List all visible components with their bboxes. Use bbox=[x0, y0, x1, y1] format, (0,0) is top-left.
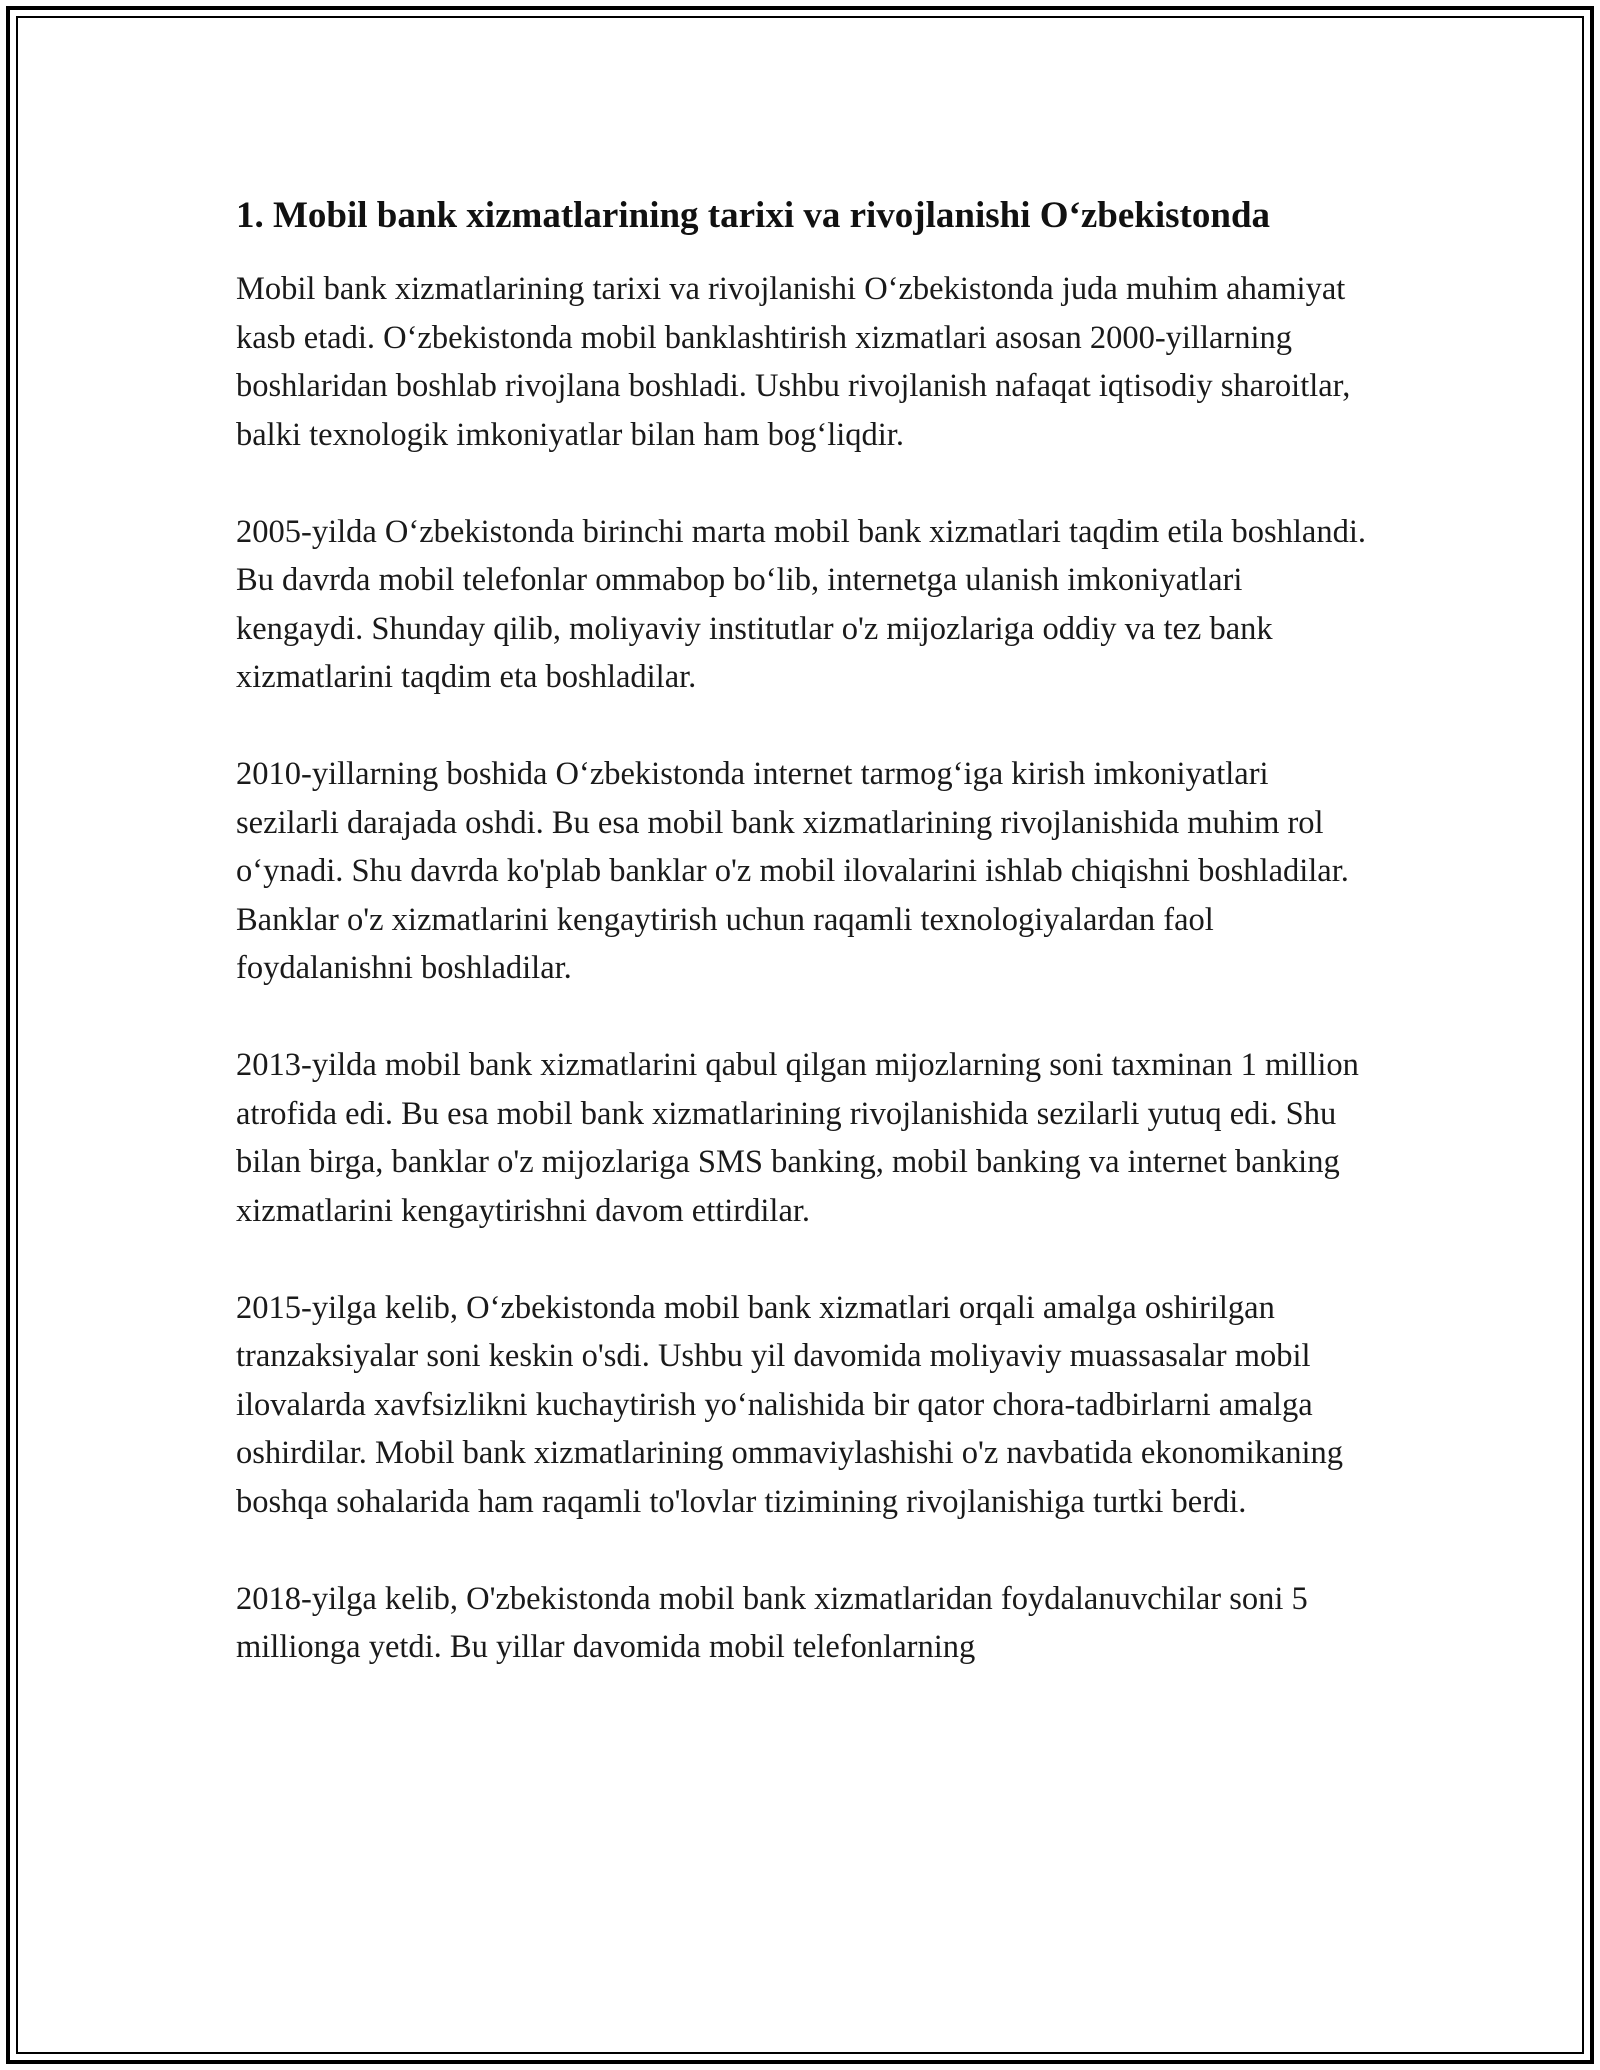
section-heading: 1. Mobil bank xizmatlarining tarixi va rivojlanishi O‘zbekistonda bbox=[236, 195, 1271, 236]
document-body bbox=[236, 188, 1366, 1672]
paragraph-intro: Mobil bank xizmatlarining tarixi va rivojlanishi O‘zbekistonda juda muhim ahamiyat kasb etadi. O‘zbekistonda mobil banklashtirish xizmatlari asosan 2000-yillarning boshlaridan boshlab rivojlana boshladi. Ushbu rivojlanish nafaqat iqtisodiy sharoitlar, balki texnologik imkoniyatlar bilan ham bog‘liqdir. bbox=[236, 271, 1351, 453]
paragraph-2015: 2015-yilga kelib, O‘zbekistonda mobil bank xizmatlari orqali amalga oshirilgan tranzaksiyalar soni keskin o'sdi. Ushbu yil davomida moliyaviy muassasalar mobil ilovalarda xavfsizlikni kuchaytirish yo‘nalishida bir qator chora-tadbirlarni amalga oshirdilar. Mobil bank xizmatlarining ommaviylashishi o'z navbatida ekonomikaning boshqa sohalarida ham raqamli to'lovlar tizimining rivojlanishiga turtki berdi. bbox=[236, 1289, 1344, 1520]
paragraph-2013: 2013-yilda mobil bank xizmatlarini qabul qilgan mijozlarning soni taxminan 1 million atrofida edi. Bu esa mobil bank xizmatlarining rivojlanishida sezilarli yutuq edi. Shu bilan birga, banklar o'z mijozlariga SMS banking, mobil banking va internet banking xizmatlarini kengaytirishni davom ettirdilar. bbox=[236, 1047, 1359, 1229]
paragraph-2010: 2010-yillarning boshida O‘zbekistonda internet tarmog‘iga kirish imkoniyatlari sezilarli darajada oshdi. Bu esa mobil bank xizmatlarining rivojlanishida muhim rol o‘ynadi. Shu davrda ko'plab banklar o'z mobil ilovalarini ishlab chiqishni boshladilar. Banklar o'z xizmatlarini kengaytirish uchun raqamli texnologiyalardan faol foydalanishni boshladilar. bbox=[236, 756, 1349, 986]
paragraph-2018: 2018-yilga kelib, O'zbekistonda mobil bank xizmatlaridan foydalanuvchilar soni 5 millionga yetdi. Bu yillar davomida mobil telefonlarning bbox=[236, 1580, 1308, 1665]
paragraph-2005: 2005-yilda O‘zbekistonda birinchi marta mobil bank xizmatlari taqdim etila boshlandi. Bu davrda mobil telefonlar ommabop bo‘lib, internetga ulanish imkoniyatlari kengaydi. Shunday qilib, moliyaviy institutlar o'z mijozlariga oddiy va tez bank xizmatlarini taqdim eta boshladilar. bbox=[236, 513, 1366, 695]
